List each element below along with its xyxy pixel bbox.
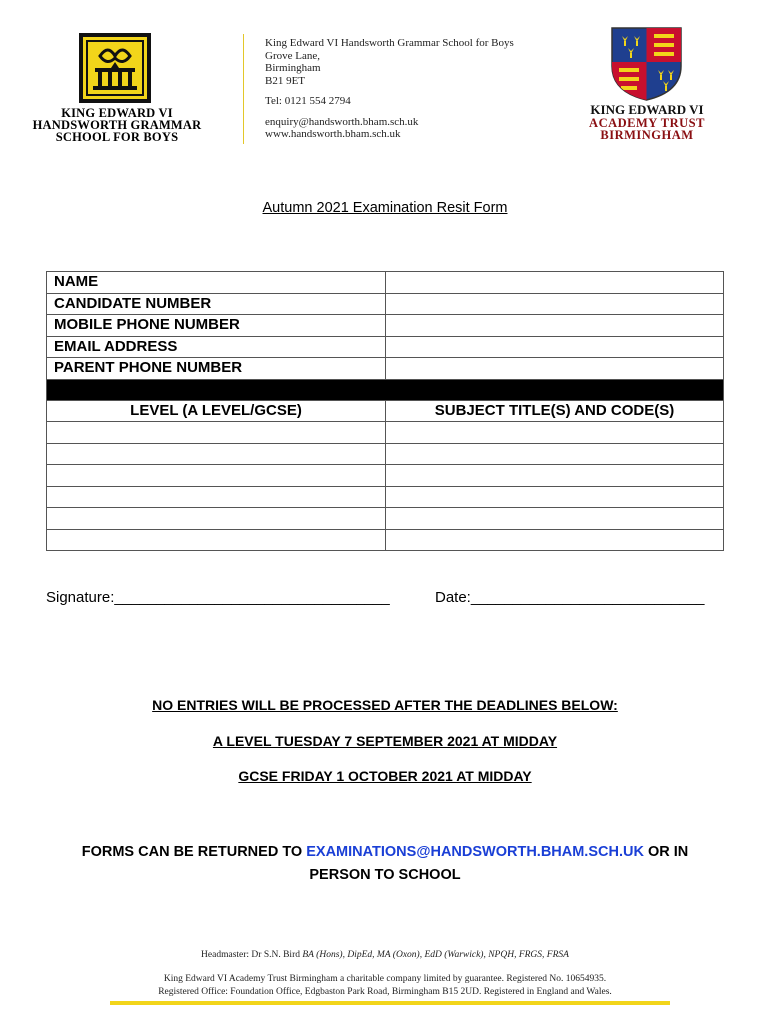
trust-name-line-1: KING EDWARD VI — [590, 102, 704, 117]
email-input-cell[interactable] — [386, 336, 724, 358]
trust-name-line-3: BIRMINGHAM — [600, 128, 694, 142]
examinations-email-link[interactable]: EXAMINATIONS@HANDSWORTH.BHAM.SCH.UK — [306, 844, 644, 860]
level-column-header: LEVEL (A LEVEL/GCSE) — [47, 400, 386, 422]
subject-row — [47, 443, 724, 465]
address-line-1: King Edward VI Handsworth Grammar School for Boys — [265, 37, 514, 49]
field-row-name — [47, 272, 724, 294]
a-level-deadline: A LEVEL TUESDAY 7 SEPTEMBER 2021 AT MIDDAY — [212, 733, 558, 749]
headmaster-line — [0, 950, 770, 960]
company-registration: King Edward VI Academy Trust Birmingham a charitable company limited by guarantee. Registered No. 10654935. — [163, 974, 607, 984]
field-row-parent-phone — [47, 358, 724, 380]
telephone: Tel: 0121 554 2794 — [265, 95, 351, 107]
level-input-cell[interactable] — [47, 443, 386, 465]
subject-input-cell[interactable] — [386, 443, 724, 465]
trust-name — [567, 104, 727, 142]
field-label: NAME — [47, 272, 386, 294]
field-label: MOBILE PHONE NUMBER — [47, 315, 386, 337]
candidate-number-input-cell[interactable] — [386, 293, 724, 315]
field-label: CANDIDATE NUMBER — [47, 293, 386, 315]
contact-details — [265, 37, 514, 141]
registered-office: Registered Office: Foundation Office, Edgbaston Park Road, Birmingham B15 2UD. Registered in England and Wales. — [158, 986, 612, 997]
return-suffix: OR IN PERSON TO SCHOOL — [309, 844, 689, 883]
school-name-line-3: SCHOOL FOR BOYS — [55, 130, 179, 144]
name-input-cell[interactable] — [386, 272, 724, 294]
trust-crest — [610, 26, 683, 102]
enquiry-email: enquiry@handsworth.bham.sch.uk — [265, 115, 419, 128]
header-divider — [243, 34, 244, 144]
headmaster-qualifications: BA (Hons), DipEd, MA (Oxon), EdD (Warwick), NPQH, FRGS, FRSA — [302, 950, 569, 960]
school-name — [22, 107, 212, 143]
level-input-cell[interactable] — [47, 422, 386, 444]
resit-form-table — [46, 271, 724, 551]
subject-column-header: SUBJECT TITLE(S) AND CODE(S) — [386, 400, 724, 422]
subject-input-cell[interactable] — [386, 465, 724, 487]
field-label: EMAIL ADDRESS — [47, 336, 386, 358]
subject-row — [47, 422, 724, 444]
level-input-cell[interactable] — [47, 508, 386, 530]
school-logo — [78, 32, 152, 104]
return-instructions — [60, 841, 710, 887]
field-row-mobile-phone — [47, 315, 724, 337]
subject-input-cell[interactable] — [386, 529, 724, 551]
form-title: Autumn 2021 Examination Resit Form — [262, 200, 508, 216]
parent-phone-input-cell[interactable] — [386, 358, 724, 380]
company-info — [0, 973, 770, 998]
subject-input-cell[interactable] — [386, 486, 724, 508]
subject-row — [47, 486, 724, 508]
headmaster-name: Headmaster: Dr S.N. Bird — [201, 950, 303, 960]
subject-input-cell[interactable] — [386, 508, 724, 530]
gcse-deadline: GCSE FRIDAY 1 OCTOBER 2021 AT MIDDAY — [238, 768, 532, 784]
mobile-phone-input-cell[interactable] — [386, 315, 724, 337]
black-separator — [47, 379, 724, 400]
subject-row — [47, 508, 724, 530]
address-postcode: B21 9ET — [265, 74, 306, 87]
signature-line[interactable]: Signature:_________________________________ — [46, 589, 390, 606]
website: www.handsworth.bham.sch.uk — [265, 128, 401, 140]
level-input-cell[interactable] — [47, 465, 386, 487]
deadline-heading: NO ENTRIES WILL BE PROCESSED AFTER THE DEADLINES BELOW: — [152, 697, 618, 713]
level-input-cell[interactable] — [47, 529, 386, 551]
school-name-line-2: HANDSWORTH GRAMMAR — [32, 118, 202, 132]
school-name-line-1: KING EDWARD VI — [61, 106, 173, 120]
field-row-email — [47, 336, 724, 358]
trust-name-line-2: ACADEMY TRUST — [589, 115, 705, 130]
address-line-2: Grove Lane, — [265, 49, 320, 62]
field-label: PARENT PHONE NUMBER — [47, 358, 386, 380]
level-input-cell[interactable] — [47, 486, 386, 508]
subject-header-row — [47, 400, 724, 422]
subject-row — [47, 529, 724, 551]
address-line-3: Birmingham — [265, 62, 321, 74]
subject-input-cell[interactable] — [386, 422, 724, 444]
field-row-candidate-number — [47, 293, 724, 315]
date-line[interactable]: Date:____________________________ — [435, 589, 705, 606]
footer-gold-rule — [110, 1001, 670, 1005]
return-prefix: FORMS CAN BE RETURNED TO — [81, 844, 307, 860]
subject-row — [47, 465, 724, 487]
separator-row — [47, 379, 724, 400]
